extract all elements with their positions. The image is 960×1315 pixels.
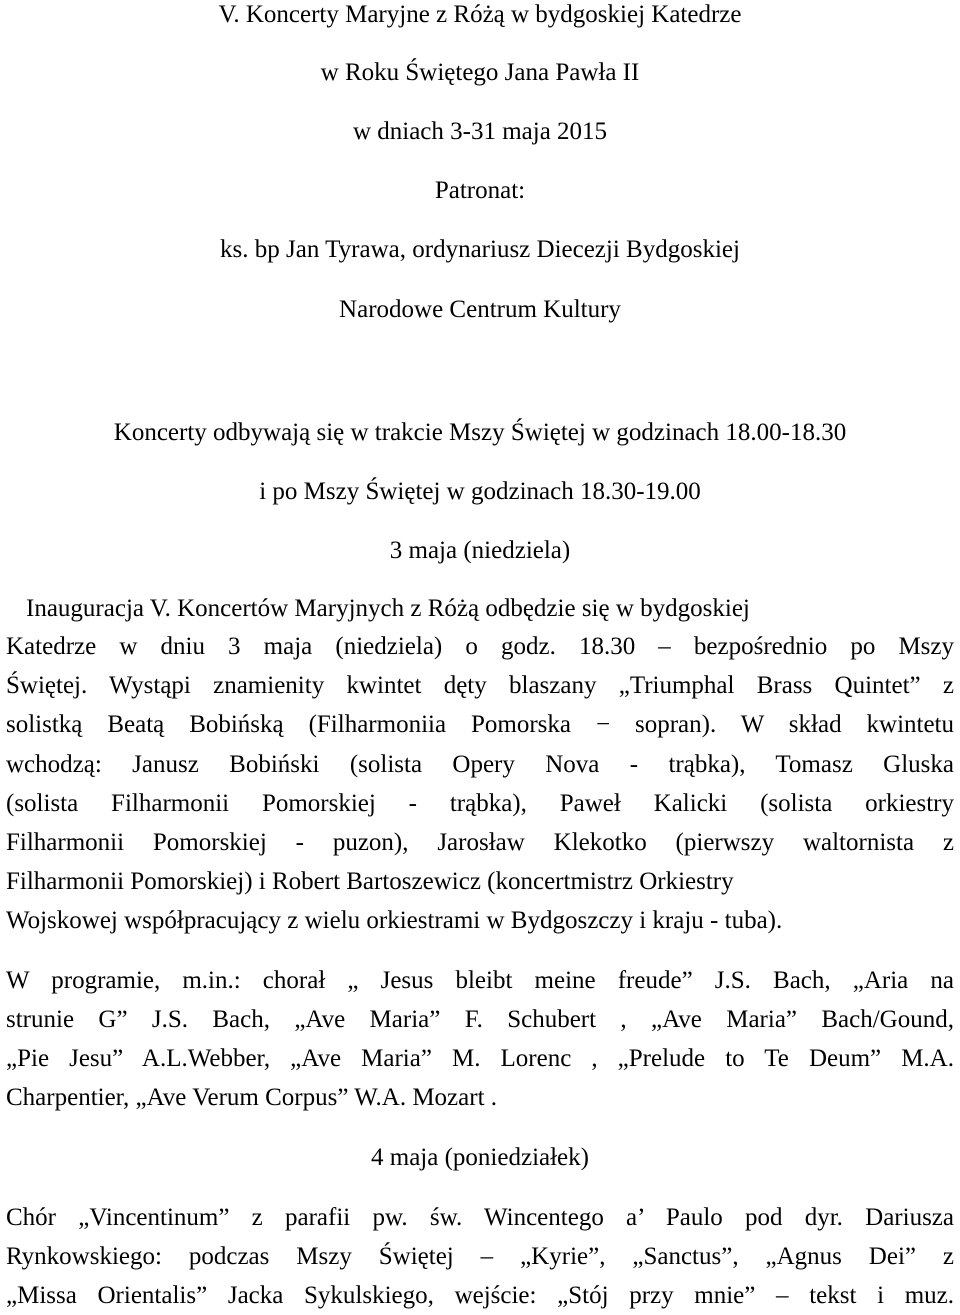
- schedule-line: Koncerty odbywają się w trakcie Mszy Świętej w godzinach 18.00-18.30: [113, 419, 847, 446]
- paragraph-line: „Missa Orientalis” Jacka Sykulskiego, wejście: „Stój przy mnie” – tekst i muz.: [6, 1282, 954, 1309]
- paragraph-line: Chór „Vincentinum” z parafii pw. św. Wincentego a’ Paulo pod dyr. Dariusza: [6, 1204, 954, 1231]
- program-line: W programie, m.in.: chorał „ Jesus bleibt meine freude” J.S. Bach, „Aria na: [6, 967, 954, 994]
- event-dates: w dniach 3-31 maja 2015: [352, 118, 608, 145]
- paragraph-line: Świętej. Wystąpi znamienity kwintet dęty blaszany „Triumphal Brass Quintet” z: [6, 672, 954, 699]
- paragraph-line: Inauguracja V. Koncertów Maryjnych z Różą odbędzie się w bydgoskiej: [26, 595, 750, 622]
- schedule-line: i po Mszy Świętej w godzinach 18.30-19.00: [259, 478, 701, 505]
- program-line: Charpentier, „Ave Verum Corpus” W.A. Mozart .: [6, 1084, 498, 1111]
- day-heading: 4 maja (poniedziałek): [371, 1144, 589, 1171]
- paragraph-line: Filharmonii Pomorskiej - puzon), Jarosław Klekotko (pierwszy waltornista z: [6, 829, 954, 856]
- page-subtitle: w Roku Świętego Jana Pawła II: [320, 59, 640, 86]
- paragraph-line: (solista Filharmonii Pomorskiej - trąbka), Paweł Kalicki (solista orkiestry: [6, 790, 954, 817]
- paragraph-line: Rynkowskiego: podczas Mszy Świętej – „Kyrie”, „Sanctus”, „Agnus Dei” z: [6, 1243, 954, 1270]
- program-line: „Pie Jesu” A.L.Webber, „Ave Maria” M. Lorenc , „Prelude to Te Deum” M.A.: [6, 1045, 954, 1072]
- paragraph-line: wchodzą: Janusz Bobiński (solista Opery Nova - trąbka), Tomasz Gluska: [6, 751, 954, 778]
- patronage-label: Patronat:: [434, 177, 526, 204]
- paragraph-line: solistką Beatą Bobińską (Filharmoniia Pomorska − sopran). W skład kwintetu: [6, 711, 954, 738]
- paragraph-line: Katedrze w dniu 3 maja (niedziela) o godz. 18.30 – bezpośrednio po Mszy: [6, 633, 954, 660]
- program-line: strunie G” J.S. Bach, „Ave Maria” F. Schubert , „Ave Maria” Bach/Gound,: [6, 1006, 954, 1033]
- paragraph-line: Wojskowej współpracujący z wielu orkiestrami w Bydgoszczy i kraju - tuba).: [6, 907, 783, 934]
- day-heading: 3 maja (niedziela): [389, 537, 571, 564]
- patron-line: Narodowe Centrum Kultury: [339, 296, 621, 323]
- page-title: V. Koncerty Maryjne z Różą w bydgoskiej Katedrze: [218, 1, 742, 28]
- patron-line: ks. bp Jan Tyrawa, ordynariusz Diecezji Bydgoskiej: [220, 236, 740, 263]
- paragraph-line: Filharmonii Pomorskiej) i Robert Bartoszewicz (koncertmistrz Orkiestry: [6, 868, 734, 895]
